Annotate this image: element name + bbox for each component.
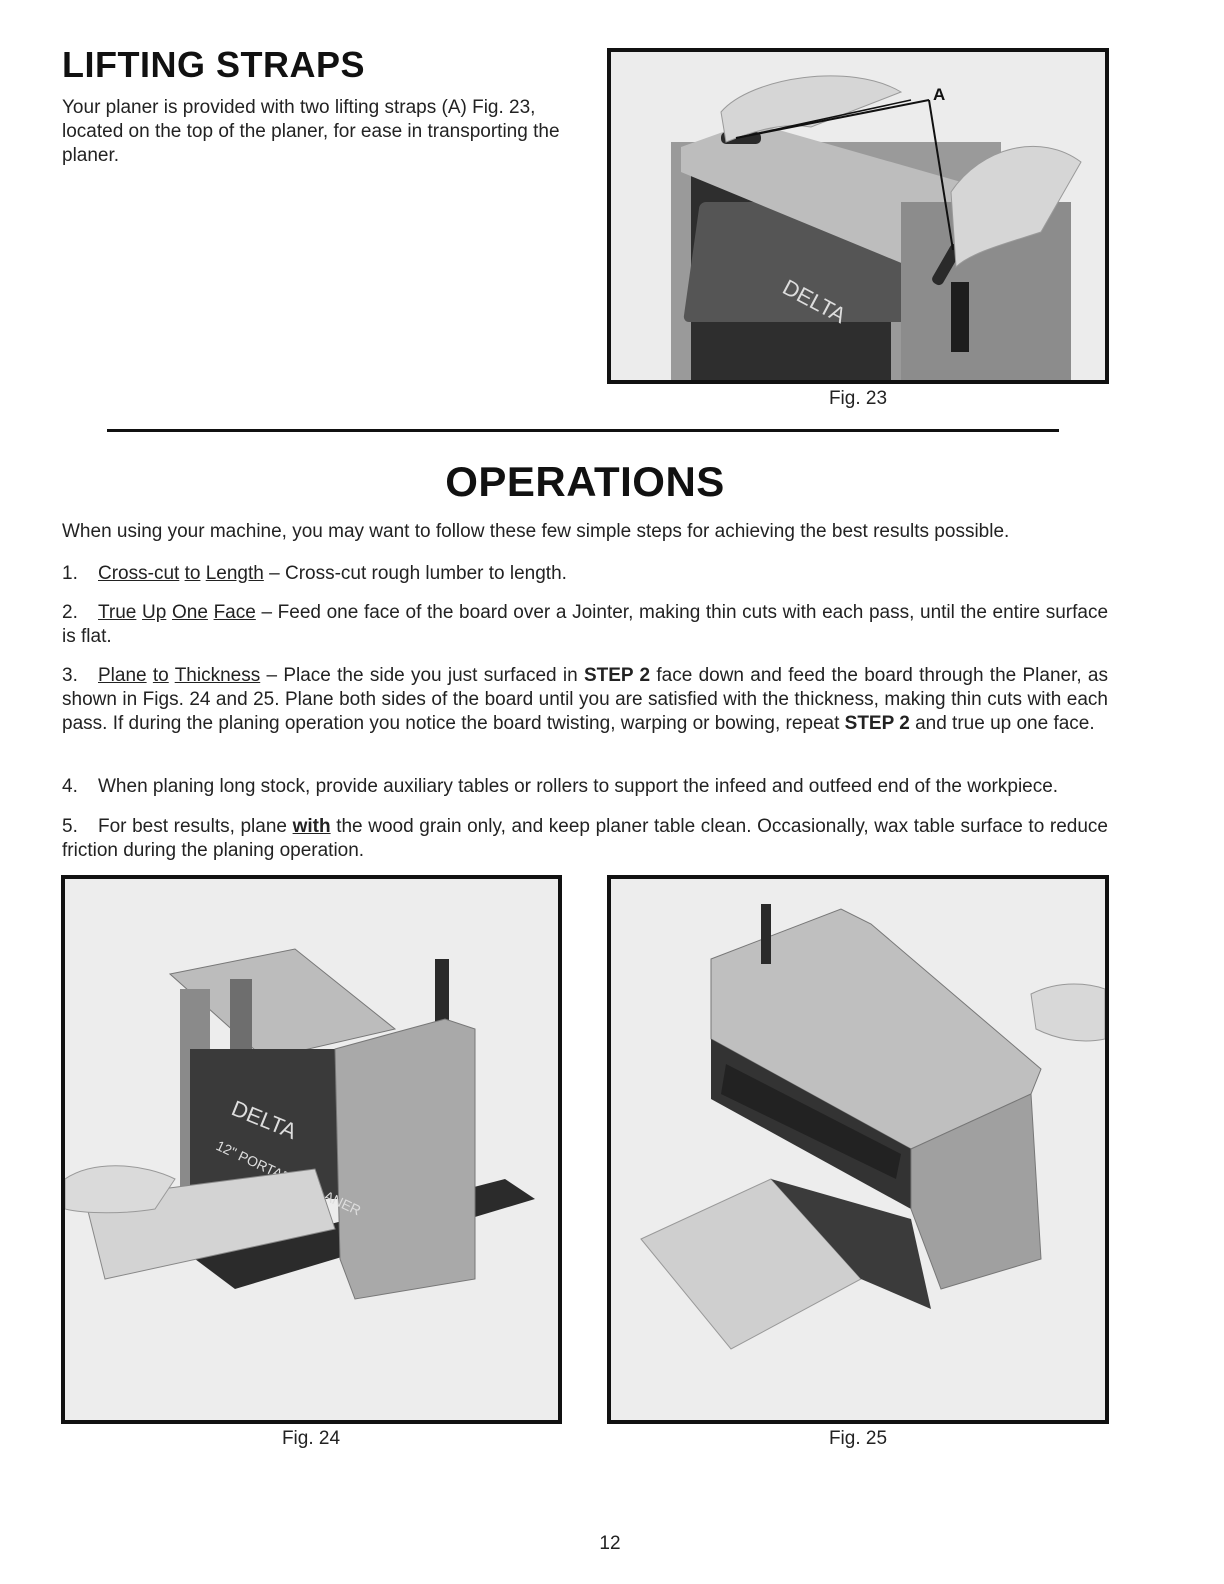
step-2-text: – Feed one face of the board over a Jointer, making thin cuts with each pass, until the entire surface is flat. — [62, 602, 1109, 647]
step-3 — [62, 664, 1108, 736]
step-2-heading-word: Up — [142, 602, 167, 623]
planer-top-illustration — [611, 52, 1105, 380]
step-5-number: 5. — [62, 816, 78, 837]
step-2-heading-word: One — [171, 602, 208, 623]
figure-25-caption: Fig. 25 — [828, 1428, 888, 1449]
planer-front-illustration — [65, 879, 558, 1420]
fig24-brand-label: DELTA — [228, 1095, 301, 1144]
section-title-operations: OPERATIONS — [445, 458, 725, 505]
step-4-text: When planing long stock, provide auxiliary tables or rollers to support the infeed and outfeed end of the workpiece. — [98, 776, 1059, 797]
fig23-brand-label: DELTA — [778, 274, 851, 329]
step-1-heading-word: Length — [205, 563, 264, 584]
step-3-heading-word: Thickness — [174, 665, 261, 686]
step-3-text: face down and feed the board through the Planer, as shown in Figs. 24 and 25. Plane both sides of the board until you are satisfied with the thickness, making thin cuts with each pass. If during the planing operation you notice the board twisting, warping or bowing, repeat — [62, 665, 1108, 734]
step-5-text: For best results, plane — [98, 816, 293, 837]
section-divider — [107, 429, 1059, 432]
fig24-model-label: 12" PORTABLE PLANER — [213, 1137, 364, 1219]
step-3-text: – Place the side you just surfaced in — [260, 665, 584, 686]
planer-outfeed-illustration — [611, 879, 1105, 1420]
fig23-callout-a: A — [933, 85, 946, 104]
step-3-text: and true up one face. — [909, 713, 1095, 734]
step-2-heading-word: Face — [213, 602, 256, 623]
step-2 — [62, 601, 1108, 649]
figure-25-planer-outfeed-photo — [607, 875, 1109, 1424]
step-2-number: 2. — [62, 602, 78, 623]
step-3-heading-word: to — [152, 665, 169, 686]
page-number: 12 — [599, 1533, 621, 1554]
step-5-text: the wood grain only, and keep planer table clean. Occasionally, wax table surface to reduce friction during the planing operation. — [62, 816, 1108, 861]
figure-24-caption: Fig. 24 — [281, 1428, 341, 1449]
step-1-heading-word: Cross-cut — [98, 563, 180, 584]
step-4 — [62, 775, 1108, 799]
section-title-lifting-straps: LIFTING STRAPS — [62, 44, 365, 85]
step-1 — [62, 562, 1108, 586]
step-4-number: 4. — [62, 776, 78, 797]
step-1-heading-word: to — [184, 563, 201, 584]
figure-23-lifting-straps-photo — [607, 48, 1109, 384]
figure-23-caption: Fig. 23 — [828, 388, 888, 409]
step-3-bold-ref: STEP 2 — [583, 665, 651, 686]
lifting-straps-paragraph: Your planer is provided with two lifting straps (A) Fig. 23, located on the top of the planer, for ease in transporting the planer. — [62, 97, 560, 166]
step-5-emphasis: with — [292, 816, 331, 837]
figure-24-planer-feeding-photo — [61, 875, 562, 1424]
step-2-heading-word: True — [98, 602, 137, 623]
operations-intro-paragraph: When using your machine, you may want to follow these few simple steps for achieving the best results possible. — [62, 521, 1010, 542]
step-3-heading-word: Plane — [98, 665, 147, 686]
step-1-text: – Cross-cut rough lumber to length. — [263, 563, 567, 584]
step-3-number: 3. — [62, 665, 78, 686]
step-1-number: 1. — [62, 563, 78, 584]
step-5 — [62, 815, 1108, 863]
step-3-bold-ref: STEP 2 — [844, 713, 910, 734]
